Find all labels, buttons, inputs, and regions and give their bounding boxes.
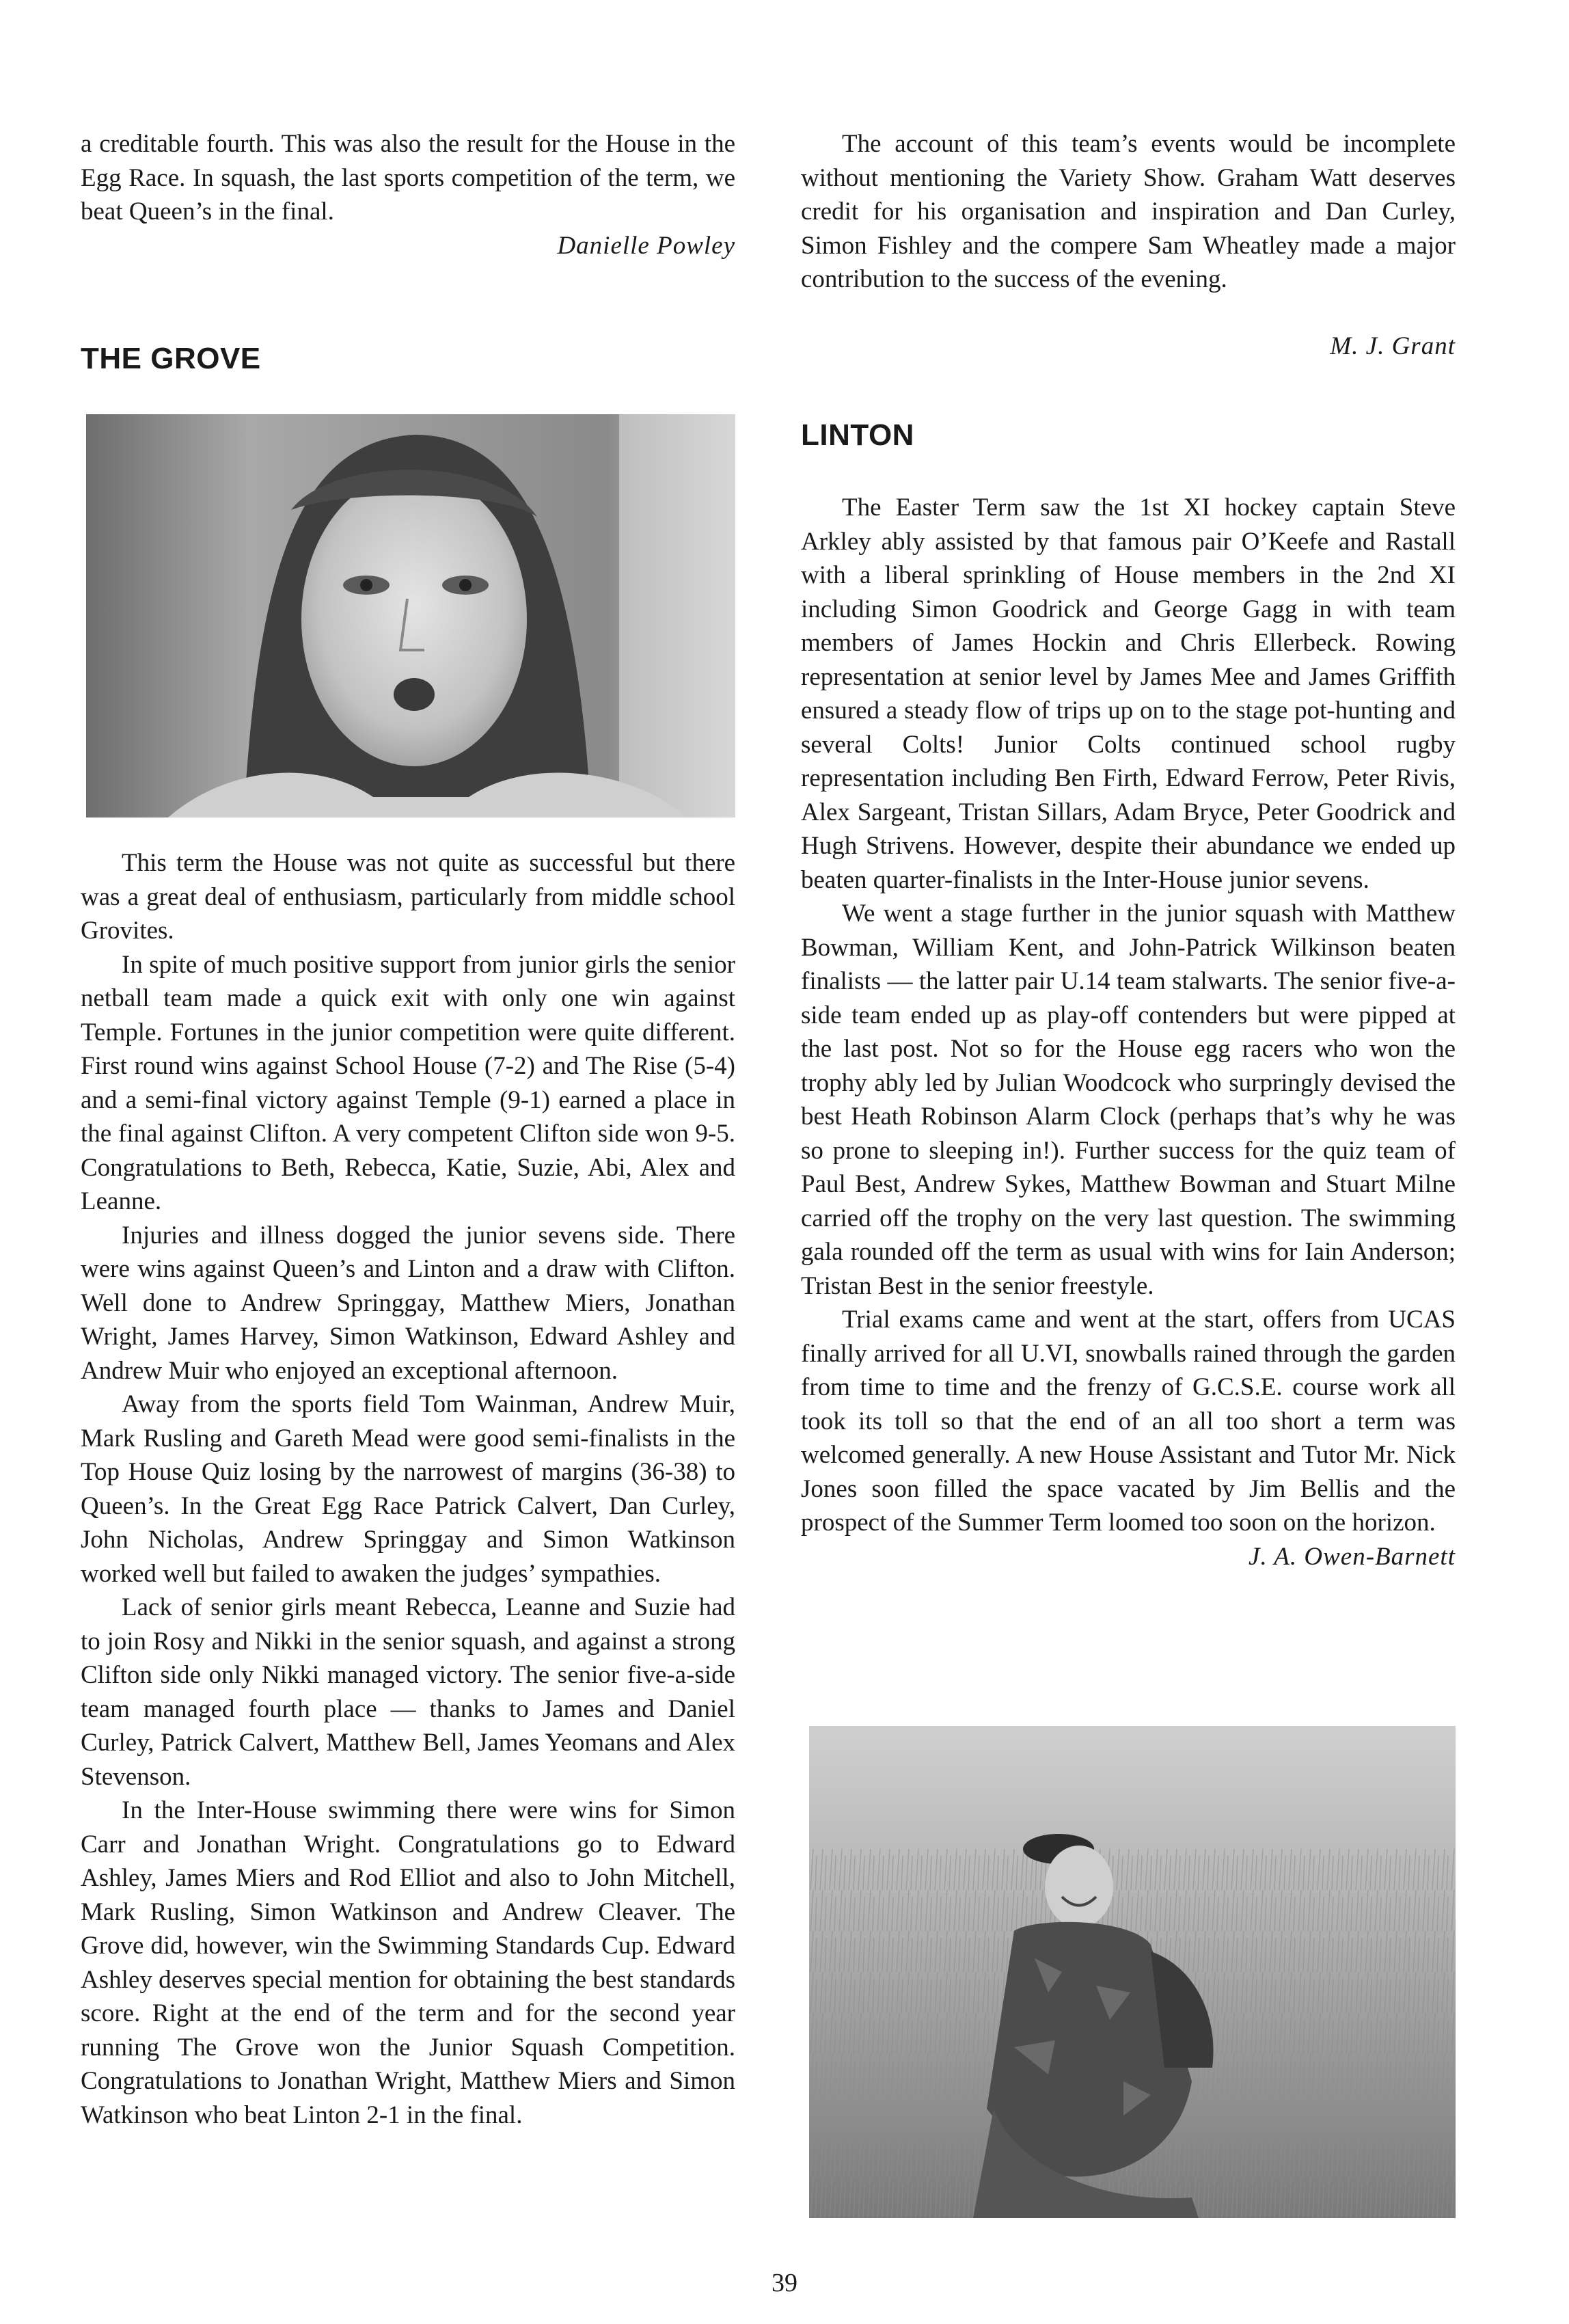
girl-portrait-photo <box>86 414 735 818</box>
linton-intro-text: The account of this team’s events would be incomplete without mentioning the Variety Show. Graham Watt deserves credit for his organisation and inspiration and Dan Curley, Simon Fishley and the compere Sam Wheatley made a major contribution to the success of the evening. <box>801 130 1456 293</box>
linton-paragraph-1: The Easter Term saw the 1st XI hockey captain Steve Arkley ably assisted by that famous pair O’Keefe and Rastall with a liberal sprinkling of House members in the 2nd XI including Simon Goodrick and George Gagg in with team members of James Hockin and Chris Ellerbeck. Rowing representation at senior level by James Mee and James Griffith ensured a steady flow of trips up on to the stage pot-hunting and several Colts! Junior Colts continued school rugby representation including Ben Firth, Edward Ferrow, Peter Rivis, Alex Sargeant, Tristan Sillars, Adam Bryce, Peter Goodrick and Hugh Strivens. However, despite their abundance we ended up beaten quarter-finalists in the Inter-House junior sevens. <box>801 494 1456 894</box>
linton-intro-author: M. J. Grant <box>1330 332 1456 360</box>
grove-intro-text: a creditable fourth. This was also the result for the House in the Egg Race. In squash, the last sports competition of the term, we beat Queen’s in the final. <box>81 130 735 226</box>
grove-intro-author: Danielle Powley <box>557 232 735 260</box>
grove-paragraph-5: Lack of senior girls meant Rebecca, Leanne and Suzie had to join Rosy and Nikki in the senior squash, and against a strong Clifton side only Nikki managed victory. The senior five-a-side team managed fourth place — thanks to James and Daniel Curley, Patrick Calvert, Matthew Bell, James Yeomans and Alex Stevenson. <box>81 1593 735 1791</box>
linton-author: J. A. Owen-Barnett <box>1249 1542 1456 1571</box>
linton-heading: LINTON <box>801 418 914 452</box>
grove-paragraph-6: In the Inter-House swimming there were wins for Simon Carr and Jonathan Wright. Congratulations go to Edward Ashley, James Miers and Rod Elliot and also to John Mitchell, Mark Rusling, Simon Watkinson and Andrew Cleaver. The Grove did, however, win the Swimming Standards Cup. Edward Ashley deserves special mention for obtaining the best standards score. Right at the end of the term and for the second year running The Grove won the Junior Squash Competition. Congratulations to Jonathan Wright, Matthew Miers and Simon Watkinson who beat Linton 2-1 in the final. <box>81 1796 735 2129</box>
grove-paragraph-3: Injuries and illness dogged the junior sevens side. There were wins against Queen’s and Linton and a draw with Clifton. Well done to Andrew Springgay, Matthew Miers, Jonathan Wright, James Harvey, Simon Watkinson, Edward Ashley and Andrew Muir who enjoyed an exceptional afternoon. <box>81 1221 735 1385</box>
page-number: 39 <box>772 2269 797 2297</box>
grove-paragraph-4: Away from the sports field Tom Wainman, Andrew Muir, Mark Rusling and Gareth Mead were good semi-finalists in the Top House Quiz losing by the narrowest of margins (36-38) to Queen’s. In the Great Egg Race Patrick Calvert, Dan Curley, John Nicholas, Andrew Springgay and Simon Watkinson worked well but failed to awaken the judges’ sympathies. <box>81 1390 735 1588</box>
grove-heading: THE GROVE <box>81 342 261 375</box>
linton-paragraph-3: Trial exams came and went at the start, offers from UCAS finally arrived for all U.VI, snowballs rained through the garden from time to time and the frenzy of G.C.S.E. course work all took its toll so that the end of an all too short a term was welcomed generally. A new House Assistant and Tutor Mr. Nick Jones soon filled the space vacated by Jim Bellis and the prospect of the Summer Term loomed too soon on the horizon. <box>801 1306 1456 1537</box>
linton-paragraph-2: We went a stage further in the junior squash with Matthew Bowman, William Kent, and John-Patrick Wilkinson beaten finalists — the latter pair U.14 team stalwarts. The senior five-a-side team ended up as play-off contenders but were pipped at the last post. Not so for the House egg racers who won the trophy ably led by Julian Woodcock who surpringly devised the best Heath Robinson Alarm Clock (perhaps that’s why he was so prone to sleeping in!). Further success for the quiz team of Paul Best, Andrew Sykes, Matthew Bowman and Stuart Milne carried off the trophy on the very last question. The swimming gala rounded off the term as usual with wins for Iain Anderson; Tristan Best in the senior freestyle. <box>801 900 1456 1300</box>
grove-paragraph-2: In spite of much positive support from junior girls the senior netball team made a quick exit with only one win against Temple. Fortunes in the junior competition were quite different. First round wins against School House (7-2) and The Rise (5-4) and a semi-final victory against Temple (9-1) earned a place in the final against Clifton. A very competent Clifton side won 9-5. Congratulations to Beth, Rebecca, Katie, Suzie, Abi, Alex and Leanne. <box>81 950 735 1215</box>
grove-paragraph-1: This term the House was not quite as successful but there was a great deal of enthusiasm, particularly from middle school Grovites. <box>81 849 735 945</box>
soldier-in-field-photo <box>809 1726 1456 2218</box>
